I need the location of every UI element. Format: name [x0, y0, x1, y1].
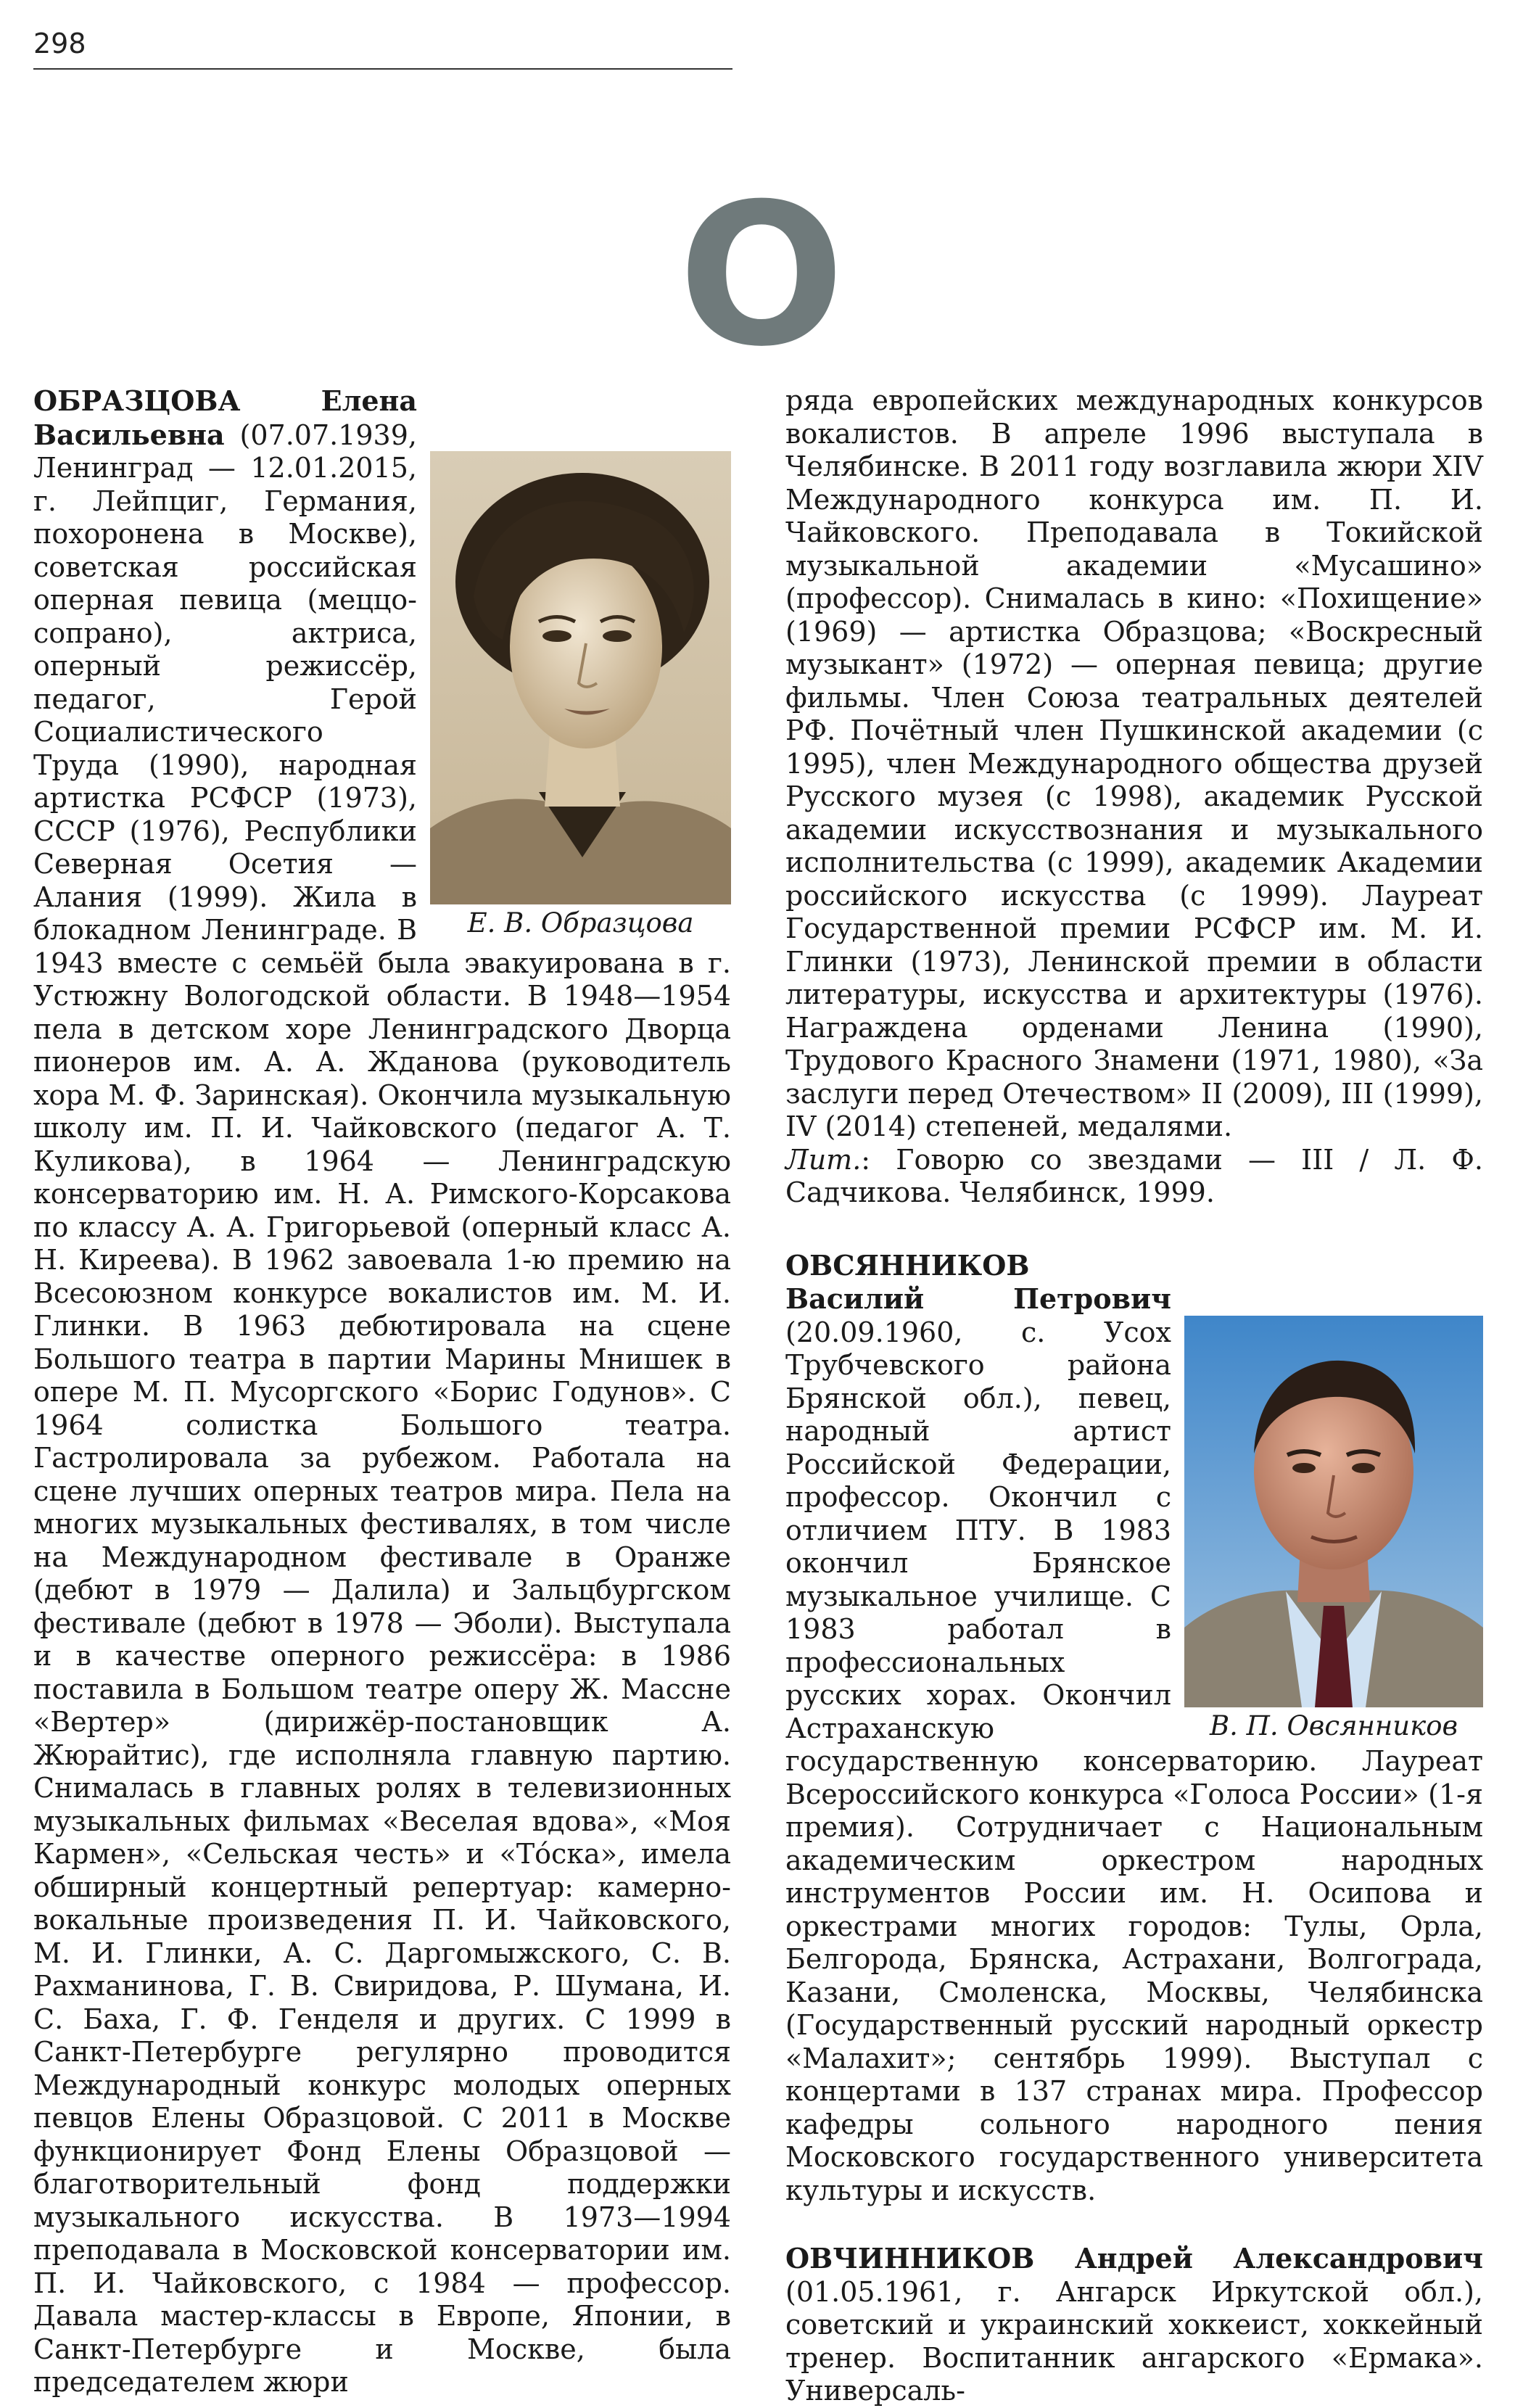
- ovsyannikov-name: ОВСЯННИКОВ Василий Петрович: [785, 1248, 1171, 1315]
- ovchinnikov-name: ОВЧИННИКОВ Андрей Александрович: [785, 2242, 1483, 2275]
- obraztsova-name: ОБРАЗЦОВА Елена Васильевна: [33, 384, 417, 451]
- obraztsova-literature: [785, 1144, 1483, 1210]
- ovchinnikov-text: (01.05.1961, г. Ангарск Иркутской обл.), советский и украинский хоккеист, хоккейный тренер. Воспитанник ангарского «Ермака». Универсаль-: [785, 2275, 1483, 2407]
- ovsyannikov-portrait: [1184, 1316, 1483, 1707]
- ovsyannikov-text: (20.09.1960, с. Усох Трубчевского района Брянской обл.), певец, народный артист Российской Федерации, профессор. Окончил с отличием ПТУ. В 1983 окончил Брянское музыкальное училище. С 1983 работал в профессиональных русских хорах. Окончил Астраханскую государственную консерваторию. Лауреат Всероссийского конкурса «Голоса России» (1-я премия). Сотрудничает с Национальным академическим оркестром народных инструментов России им. Н. Осипова и оркестрами многих городов: Тулы, Орла, Белгорода, Брянска, Астрахани, Волгограда, Казани, Смоленска, Москвы, Челябинска (Государственный русский народный оркестр «Малахит»; сентябрь 1999). Выступал с концертами в 137 странах мира. Профессор кафедры сольного народного пения Московского государственного университета культуры и искусств.: [785, 1316, 1483, 2206]
- section-letter: О: [678, 161, 845, 389]
- obraztsova-caption: Е. В. Образцова: [467, 907, 694, 939]
- page-number: 298: [33, 28, 86, 59]
- lit-label: Лит.: [785, 1143, 862, 1176]
- lit-text: : Говорю со звездами — III / Л. Ф. Садчикова. Челябинск, 1999.: [785, 1143, 1483, 1208]
- ovsyannikov-caption: В. П. Овсянников: [1209, 1710, 1458, 1741]
- ovchinnikov-entry: [785, 2242, 1483, 2408]
- obraztsova-portrait: [430, 451, 731, 904]
- obraztsova-continued: ряда европейских международных конкурсов вокалистов. В апреле 1996 выступала в Челябинске. В 2011 году возглавила жюри XIV Международного конкурса им. П. И. Чайковского. Преподавала в Токийской музыкальной академии «Мусашино» (профессор). Снималась в кино: «Похищение» (1969) — артистка Образцова; «Воскресный музыкант» (1972) — оперная певица; другие фильмы. Член Союза театральных деятелей РФ. Почётный член Пушкинской академии (с 1995), член Международного общества друзей Русского музея (с 1998), академик Русской академии искусствознания и музыкального исполнительства (с 1999), академик Академии российского искусства (с 1999). Лауреат Государственной премии РСФСР им. М. И. Глинки (1973), Ленинской премии в области литературы, искусства и архитектуры (1976). Награждена орденами Ленина (1990), Трудового Красного Знамени (1971, 1980), «За заслуги перед Отечеством» II (2009), III (1999), IV (2014) степеней, медалями.: [785, 384, 1483, 1142]
- ovsyannikov-figure: [1184, 1316, 1483, 1742]
- obraztsova-figure: [430, 451, 731, 939]
- right-column: [785, 384, 1483, 2408]
- obraztsova-text: (07.07.1939, Ленинград — 12.01.2015, г. Лейпциг, Германия, похоронена в Москве), советская российская оперная певица (меццо-сопрано), актриса, оперный режиссёр, педагог, Герой Социалистического Труда (1990), народная артистка РСФСР (1973), СССР (1976), Республики Северная Осетия — Алания (1999). Жила в блокадном Ленинграде. В 1943 вместе с семьёй была эвакуирована в г. Устюжну Вологодской области. В 1948—1954 пела в детском хоре Ленинградского Дворца пионеров им. А. А. Жданова (руководитель хора М. Ф. Заринская). Окончила музыкальную школу им. П. И. Чайковского (педагог А. Т. Куликова), в 1964 — Ленинградскую консерваторию им. Н. А. Римского-Корсакова по классу А. А. Григорьевой (оперный класс А. Н. Киреева). В 1962 завоевала 1-ю премию на Всесоюзном конкурсе вокалистов им. М. И. Глинки. В 1963 дебютировала на сцене Большого театра в партии Марины Мнишек в опере М. П. Мусоргского «Борис Годунов». С 1964 солистка Большого театра. Гастролировала за рубежом. Работала на сцене лучших оперных театров мира. Пела на многих музыкальных фестивалях, в том числе на Международном фестивале в Оранже (дебют в 1979 — Далила) и Зальцбургском фестивале (дебют в 1978 — Эболи). Выступала и в качестве оперного режиссёра: в 1986 поставила в Большом театре оперу Ж. Массне «Вертер» (дирижёр-постановщик А. Жюрайтис), где исполняла главную партию. Снималась в главных ролях в телевизионных музыкальных фильмах «Веселая вдова», «Моя Кармен», «Сельская честь» и «Тóска», имела обширный концертный репертуар: камерно-вокальные произведения П. И. Чайковского, М. И. Глинки, А. С. Даргомыжского, С. В. Рахманинова, Г. В. Свиридова, Р. Шумана, И. С. Баха, Г. Ф. Генделя и других. С 1999 в Санкт-Петербурге регулярно проводится Международный конкурс молодых оперных певцов Елены Образцовой. С 2011 в Москве функционирует Фонд Елены Образцовой — благотворительный фонд поддержки музыкального искусства. В 1973—1994 преподавала в Московской консерватории им. П. И. Чайковского, с 1984 — профессор. Давала мастер-классы в Европе, Японии, в Санкт-Петербурге и Москве, была председателем жюри: [33, 418, 731, 2398]
- left-column: [33, 384, 731, 2399]
- header-rule: [33, 68, 732, 70]
